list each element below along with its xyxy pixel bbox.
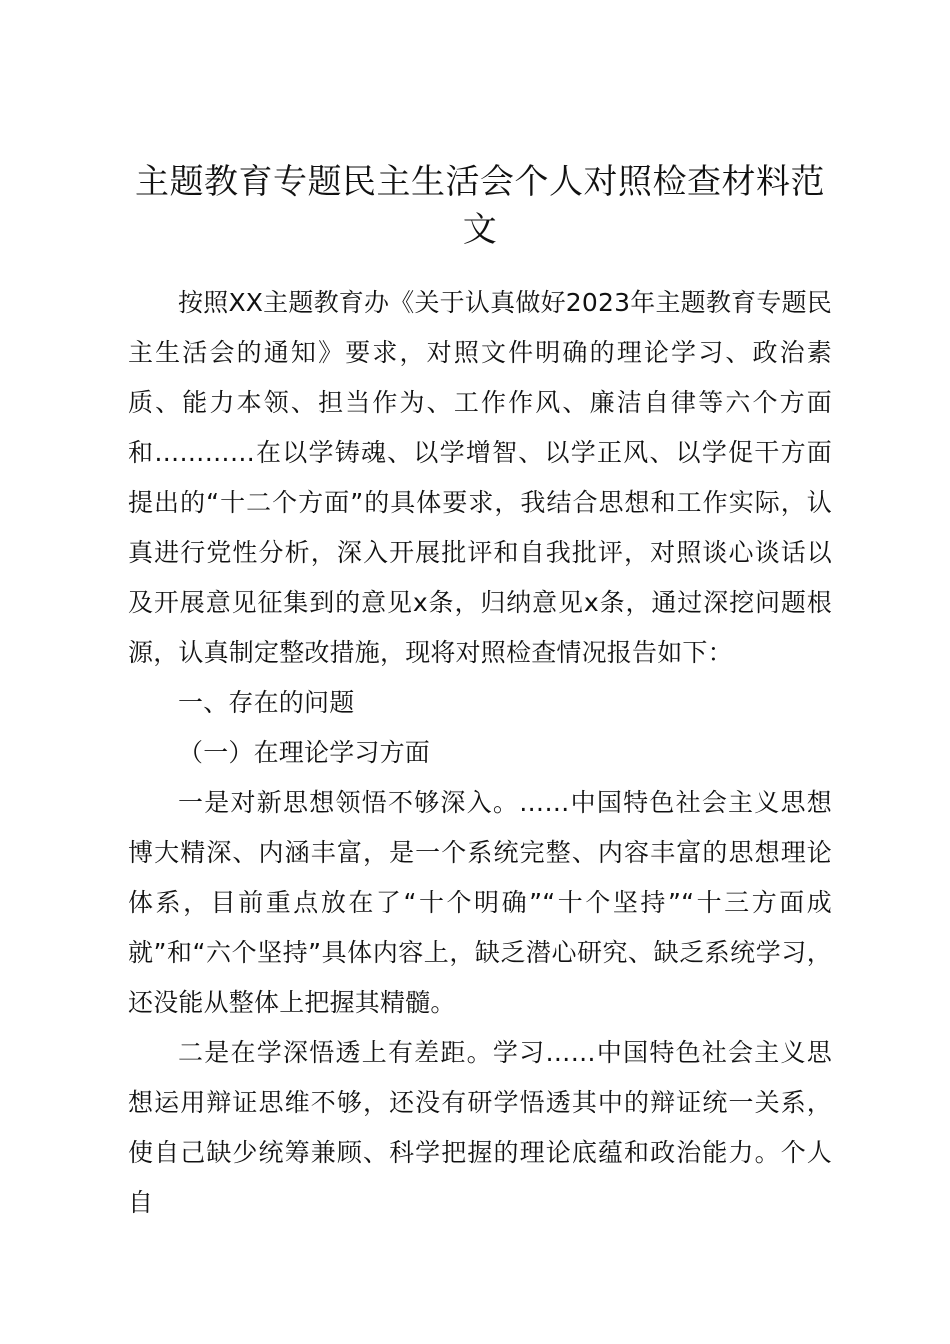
body-paragraph-1: 一是对新思想领悟不够深入。……中国特色社会主义思想博大精深、内涵丰富，是一个系统完整、内容丰富的思想理论体系，目前重点放在了“十个明确”“十个坚持”“十三方面成就”和“六个坚持”具体内容上，缺乏潜心研究、缺乏系统学习，还没能从整体上把握其精髓。	[128, 788, 832, 1017]
document-title: 主题教育专题民主生活会个人对照检查材料范文	[135, 162, 825, 250]
section-heading: 一、存在的问题	[178, 688, 355, 717]
body-paragraph-2: 二是在学深悟透上有差距。学习……中国特色社会主义思想运用辩证思维不够，还没有研学悟透其中的辩证统一关系，使自己缺少统筹兼顾、科学把握的理论底蕴和政治能力。个人自	[128, 1038, 832, 1217]
document-body	[128, 278, 832, 1228]
intro-paragraph: 按照XX主题教育办《关于认真做好2023年主题教育专题民主生活会的通知》要求，对照文件明确的理论学习、政治素质、能力本领、担当作为、工作作风、廉洁自律等六个方面和…………在以学铸魂、以学增智、以学正风、以学促干方面提出的“十二个方面”的具体要求，我结合思想和工作实际，认真进行党性分析，深入开展批评和自我批评，对照谈心谈话以及开展意见征集到的意见x条，归纳意见x条，通过深挖问题根源，认真制定整改措施，现将对照检查情况报告如下：	[128, 288, 832, 667]
subsection-heading: （一）在理论学习方面	[178, 738, 431, 767]
